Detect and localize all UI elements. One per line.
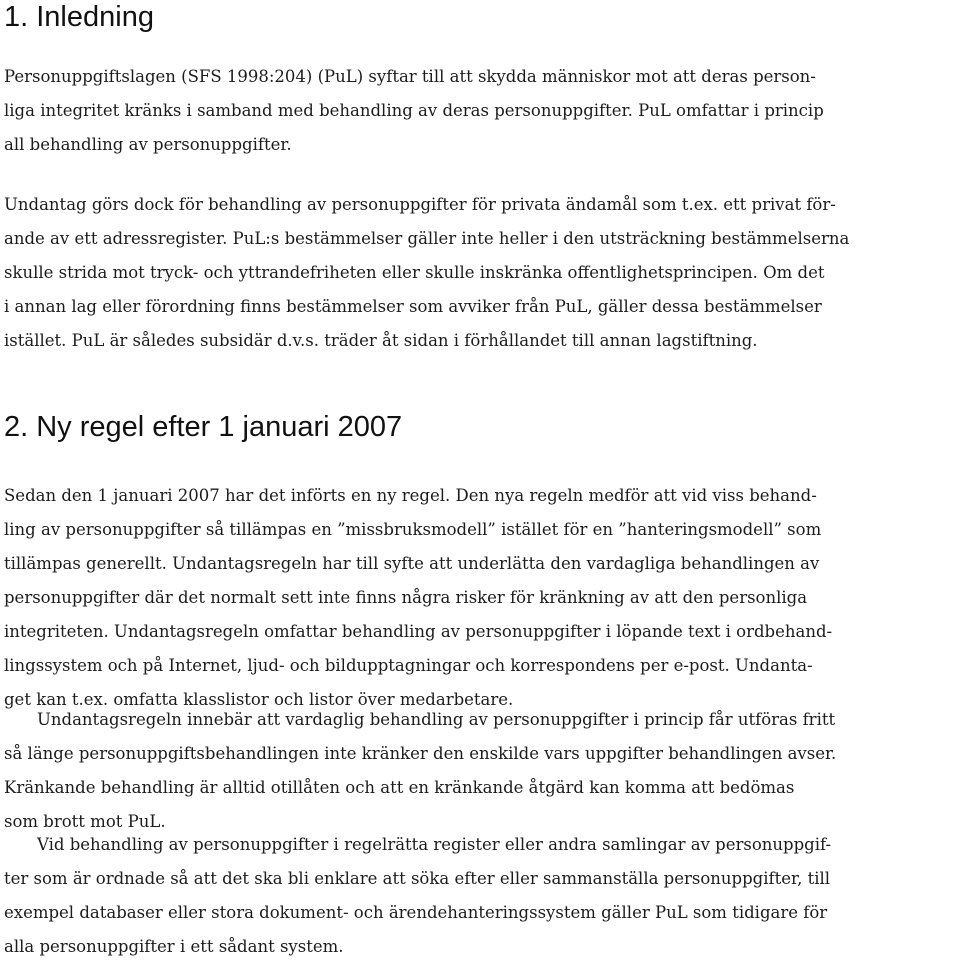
text-line: i annan lag eller förordning finns bestämmelser som avviker från PuL, gäller dessa bestämmelser (4, 297, 822, 316)
text-line: integriteten. Undantagsregeln omfattar behandling av personuppgifter i löpande text i ordbehand- (4, 622, 833, 641)
section-1-paragraph-1 (4, 60, 940, 162)
text-line: ling av personuppgifter så tillämpas en ”missbruksmodell” istället för en ”hanteringsmodell” som (4, 520, 822, 539)
text-line: liga integritet kränks i samband med behandling av deras personuppgifter. PuL omfattar i princip (4, 101, 824, 120)
text-line: lingssystem och på Internet, ljud- och bildupptagningar och korrespondens per e-post. Undanta- (4, 656, 813, 675)
text-line: Undantagsregeln innebär att vardaglig behandling av personuppgifter i princip får utföras fritt (37, 710, 836, 729)
text-line: get kan t.ex. omfatta klasslistor och listor över medarbetare. (4, 690, 514, 709)
text-line: som brott mot PuL. (4, 812, 166, 831)
section-2-paragraph-2 (4, 703, 940, 839)
section-2-heading: 2. Ny regel efter 1 januari 2007 (4, 411, 403, 443)
text-line: alla personuppgifter i ett sådant system. (4, 937, 344, 956)
section-1-heading: 1. Inledning (4, 1, 154, 33)
text-line: ande av ett adressregister. PuL:s bestämmelser gäller inte heller i den utsträckning bestämmelserna (4, 229, 850, 248)
section-2-paragraph-3 (4, 828, 940, 964)
text-line: Sedan den 1 januari 2007 har det införts en ny regel. Den nya regeln medför att vid viss behand- (4, 486, 817, 505)
section-1-paragraph-2 (4, 188, 940, 358)
text-line: så länge personuppgiftsbehandlingen inte kränker den enskilde vars uppgifter behandlingen avser. (4, 744, 837, 763)
text-line: Undantag görs dock för behandling av personuppgifter för privata ändamål som t.ex. ett privat för- (4, 195, 836, 214)
section-2-paragraph-1 (4, 479, 940, 717)
text-line: all behandling av personuppgifter. (4, 135, 292, 154)
text-line: Personuppgiftslagen (SFS 1998:204) (PuL) syftar till att skydda människor mot att deras person- (4, 67, 816, 86)
text-line: exempel databaser eller stora dokument- och ärendehanteringssystem gäller PuL som tidigare för (4, 903, 828, 922)
text-line: ter som är ordnade så att det ska bli enklare att söka efter eller sammanställa personuppgifter, till (4, 869, 831, 888)
text-line: Kränkande behandling är alltid otillåten och att en kränkande åtgärd kan komma att bedömas (4, 778, 795, 797)
text-line: istället. PuL är således subsidär d.v.s. träder åt sidan i förhållandet till annan lagstiftning. (4, 331, 758, 350)
text-line: skulle strida mot tryck- och yttrandefriheten eller skulle inskränka offentlighetsprincipen. Om det (4, 263, 825, 282)
text-line: Vid behandling av personuppgifter i regelrätta register eller andra samlingar av personuppgif- (37, 835, 832, 854)
text-line: personuppgifter där det normalt sett inte finns några risker för kränkning av att den personliga (4, 588, 808, 607)
text-line: tillämpas generellt. Undantagsregeln har till syfte att underlätta den vardagliga behandlingen av (4, 554, 820, 573)
